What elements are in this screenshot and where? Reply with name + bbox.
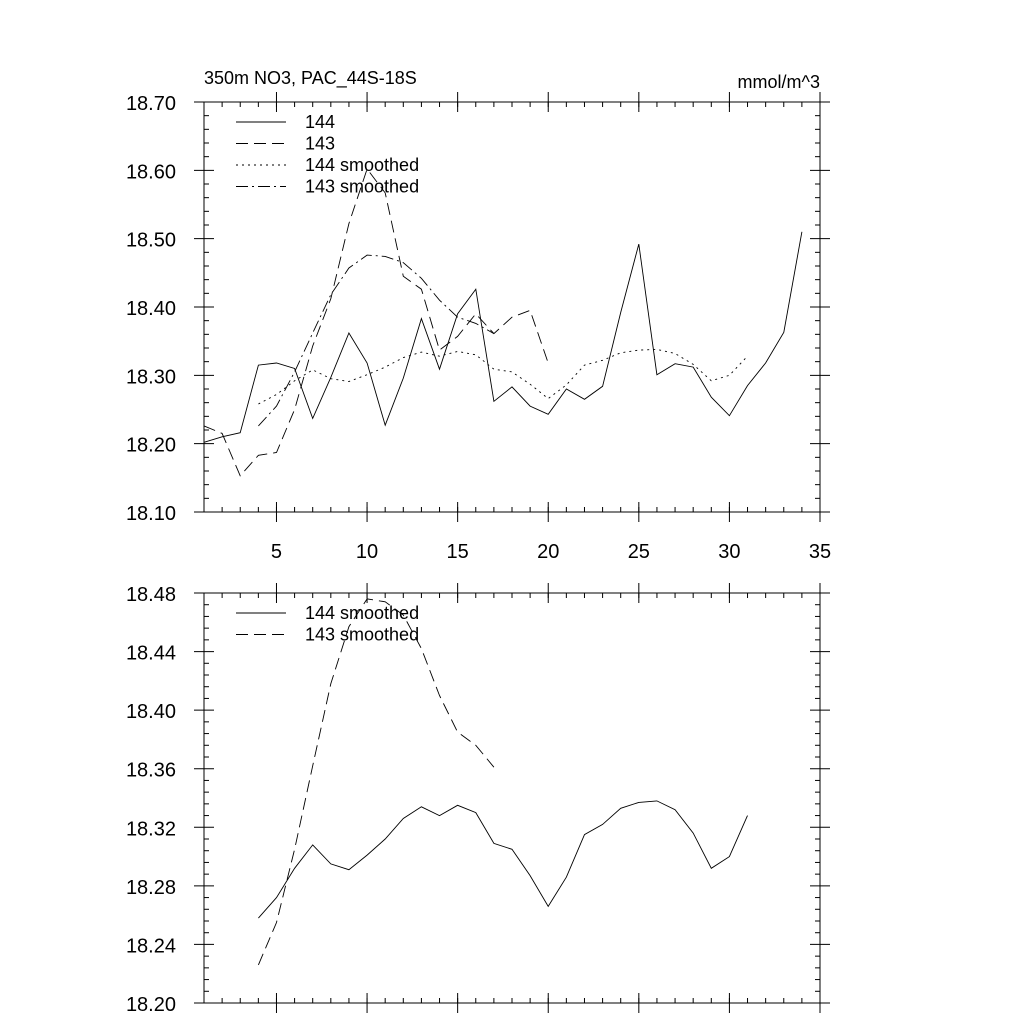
y-tick-label: 18.20 <box>125 994 176 1016</box>
legend-label: 143 smoothed <box>305 624 420 645</box>
series-line-144-smoothed <box>258 349 747 404</box>
x-tick-label: 20 <box>537 541 560 563</box>
legend-label: 144 smoothed <box>305 603 420 623</box>
y-tick-label: 18.40 <box>125 298 176 320</box>
x-tick-label: 25 <box>627 541 650 563</box>
y-tick-label: 18.10 <box>125 503 176 525</box>
series-line-143-smoothed <box>258 599 494 965</box>
chart-title: 350m NO3, PAC_44S-18S <box>204 68 417 88</box>
x-tick-label: 15 <box>446 541 469 563</box>
legend-label: 143 smoothed <box>305 176 420 197</box>
y-tick-label: 18.32 <box>125 818 176 841</box>
x-tick-label: 35 <box>808 541 832 563</box>
y-tick-label: 18.36 <box>125 759 176 782</box>
y-tick-label: 18.20 <box>125 434 176 457</box>
x-tick-label: 5 <box>270 541 283 563</box>
y-tick-label: 18.30 <box>125 366 176 389</box>
y-tick-label: 18.48 <box>125 584 176 606</box>
y-tick-label: 18.40 <box>125 701 176 724</box>
x-tick-label: 30 <box>718 541 741 563</box>
legend-label: 143 <box>305 133 336 154</box>
series-line-143 <box>204 169 548 476</box>
legend-label: 144 <box>305 112 336 132</box>
series-line-144 <box>204 232 802 442</box>
y-tick-label: 18.50 <box>125 229 176 252</box>
y-tick-label: 18.44 <box>125 642 176 665</box>
y-tick-label: 18.60 <box>125 161 176 184</box>
series-line-143-smoothed <box>258 255 494 426</box>
legend-label: 144 smoothed <box>305 155 420 175</box>
series-line-144-smoothed <box>258 801 747 918</box>
y-tick-label: 18.28 <box>125 876 176 899</box>
plot-frame <box>204 593 820 1003</box>
y-tick-label: 18.24 <box>125 935 176 958</box>
plot-frame <box>204 102 820 512</box>
x-tick-label: 10 <box>355 541 379 563</box>
y-tick-label: 18.70 <box>125 93 176 115</box>
units-label: mmol/m^3 <box>737 72 820 92</box>
